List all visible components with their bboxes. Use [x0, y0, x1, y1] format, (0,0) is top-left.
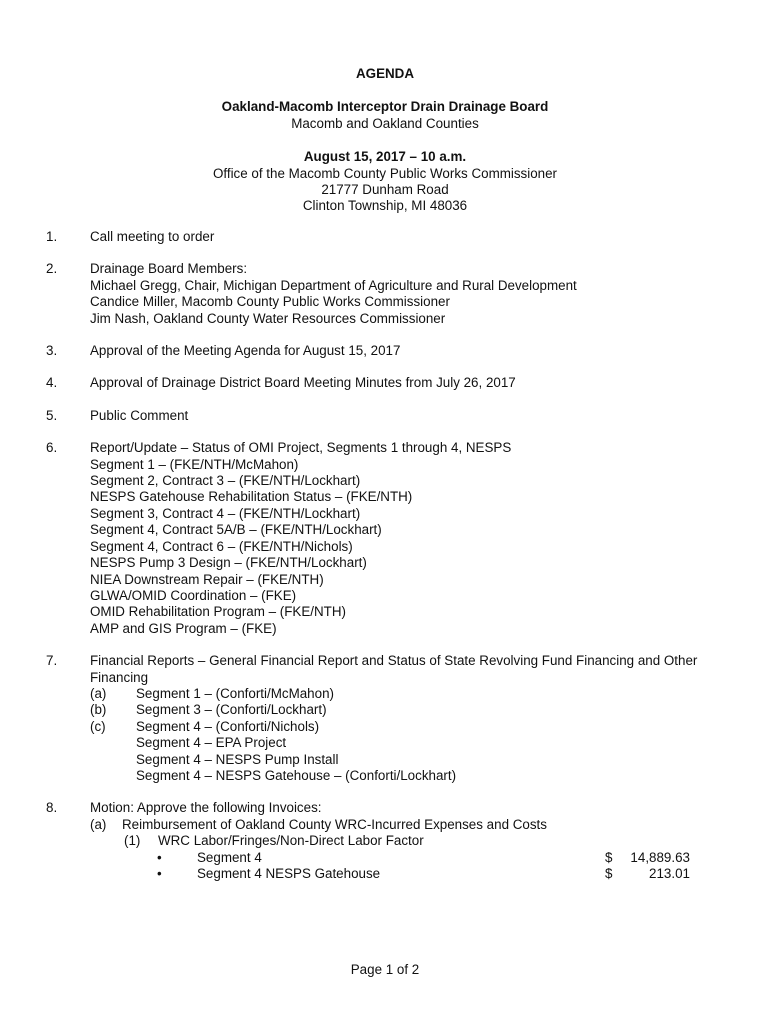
report-line: Segment 1 – (FKE/NTH/McMahon)	[90, 456, 299, 472]
report-line: Segment 4, Contract 6 – (FKE/NTH/Nichols)	[90, 538, 353, 554]
item-number: 1.	[46, 229, 58, 244]
item-text: Drainage Board Members:	[90, 261, 248, 277]
report-line: Segment 3, Contract 4 – (FKE/NTH/Lockhart)	[90, 505, 361, 521]
subitem-text: Reimbursement of Oakland County WRC-Incurred Expenses and Costs	[122, 816, 547, 832]
invoice-line	[90, 850, 746, 866]
currency-symbol: $	[605, 849, 613, 865]
item-text: Financial Reports – General Financial Report and Status of State Revolving Fund Financing and Other	[90, 653, 698, 669]
item-text: Approval of the Meeting Agenda for August 15, 2017	[90, 343, 401, 359]
subitem-label: (a)	[90, 685, 107, 701]
invoice-description: Segment 4	[197, 849, 262, 865]
invoice-line	[90, 866, 746, 882]
agenda-item-1	[46, 229, 746, 245]
agenda-items	[46, 229, 746, 898]
subitem-text: Segment 4 – NESPS Gatehouse – (Conforti/Lockhart)	[136, 767, 457, 783]
invoice-subitem-a	[90, 817, 746, 833]
agenda-item-3	[46, 343, 746, 359]
subitem-label: (b)	[90, 702, 107, 718]
board-member: Jim Nash, Oakland County Water Resources Commissioner	[90, 310, 446, 326]
board-member: Michael Gregg, Chair, Michigan Department of Agriculture and Rural Development	[90, 277, 577, 293]
item-text: Report/Update – Status of OMI Project, Segments 1 through 4, NESPS	[90, 440, 512, 456]
bullet-icon: •	[157, 866, 162, 881]
agenda-item-4	[46, 375, 746, 391]
agenda-title: AGENDA	[355, 66, 415, 81]
agenda-header	[0, 66, 770, 215]
agenda-item-5	[46, 408, 746, 424]
subitem-text: Segment 4 – (Conforti/Nichols)	[136, 718, 320, 734]
report-line: NESPS Pump 3 Design – (FKE/NTH/Lockhart)	[90, 555, 367, 571]
board-member: Candice Miller, Macomb County Public Works Commissioner	[90, 294, 450, 310]
meeting-office: Office of the Macomb County Public Works Commissioner	[212, 165, 558, 181]
financial-subitem	[90, 719, 746, 735]
agenda-item-8	[46, 800, 746, 882]
subitem-text: Segment 3 – (Conforti/Lockhart)	[136, 702, 327, 718]
report-line: NIEA Downstream Repair – (FKE/NTH)	[90, 571, 324, 587]
item-text: Public Comment	[90, 407, 189, 423]
item-number: 4.	[46, 375, 58, 391]
subitem-text: Segment 4 – EPA Project	[136, 735, 287, 751]
financial-subitem	[90, 752, 746, 768]
report-line: Segment 2, Contract 3 – (FKE/NTH/Lockhart)	[90, 473, 361, 489]
bullet-icon: •	[157, 849, 162, 865]
item-text: Approval of Drainage District Board Meeting Minutes from July 26, 2017	[90, 375, 516, 391]
subitem-label: (c)	[90, 718, 106, 734]
item-text: Motion: Approve the following Invoices:	[90, 800, 322, 816]
report-line: OMID Rehabilitation Program – (FKE/NTH)	[90, 604, 346, 620]
report-line: GLWA/OMID Coordination – (FKE)	[90, 587, 297, 603]
financial-subitem	[90, 768, 746, 784]
meeting-datetime: August 15, 2017 – 10 a.m.	[303, 149, 467, 165]
agenda-item-2	[46, 261, 746, 327]
page-number: Page 1 of 2	[350, 962, 420, 977]
financial-subitem	[90, 686, 746, 702]
invoice-amount: 14,889.63	[630, 849, 690, 865]
item-number: 8.	[46, 800, 58, 816]
board-name: Oakland-Macomb Interceptor Drain Drainage Board	[221, 99, 549, 115]
item-number: 7.	[46, 653, 58, 669]
agenda-item-7	[46, 653, 746, 784]
financial-subitem	[90, 702, 746, 718]
item-number: 6.	[46, 440, 58, 456]
subitem-text: Segment 4 – NESPS Pump Install	[136, 751, 339, 767]
item-number: 2.	[46, 261, 58, 277]
report-line: NESPS Gatehouse Rehabilitation Status – (FKE/NTH)	[90, 489, 413, 505]
report-line: AMP and GIS Program – (FKE)	[90, 620, 277, 636]
invoice-amount: 213.01	[649, 866, 690, 881]
subitem-text: WRC Labor/Fringes/Non-Direct Labor Factor	[158, 833, 424, 849]
agenda-item-6	[46, 440, 746, 637]
subitem-label	[90, 768, 136, 784]
subitem-text: Segment 1 – (Conforti/McMahon)	[136, 685, 334, 701]
item-number: 5.	[46, 407, 58, 423]
subitem-label: (1)	[124, 833, 141, 849]
item-text-continued: Financing	[90, 669, 149, 685]
item-text: Call meeting to order	[90, 229, 215, 244]
meeting-city: Clinton Township, MI 48036	[302, 198, 468, 214]
subitem-label: (a)	[90, 816, 107, 832]
invoice-description: Segment 4 NESPS Gatehouse	[197, 866, 381, 881]
currency-symbol: $	[605, 866, 613, 881]
meeting-street: 21777 Dunham Road	[321, 182, 449, 198]
subitem-label	[90, 752, 136, 768]
counties: Macomb and Oakland Counties	[291, 115, 479, 131]
financial-subitem	[90, 735, 746, 751]
invoice-subitem-1	[90, 833, 746, 849]
item-number: 3.	[46, 343, 58, 359]
subitem-label	[90, 735, 136, 751]
report-line: Segment 4, Contract 5A/B – (FKE/NTH/Lockhart)	[90, 522, 382, 538]
